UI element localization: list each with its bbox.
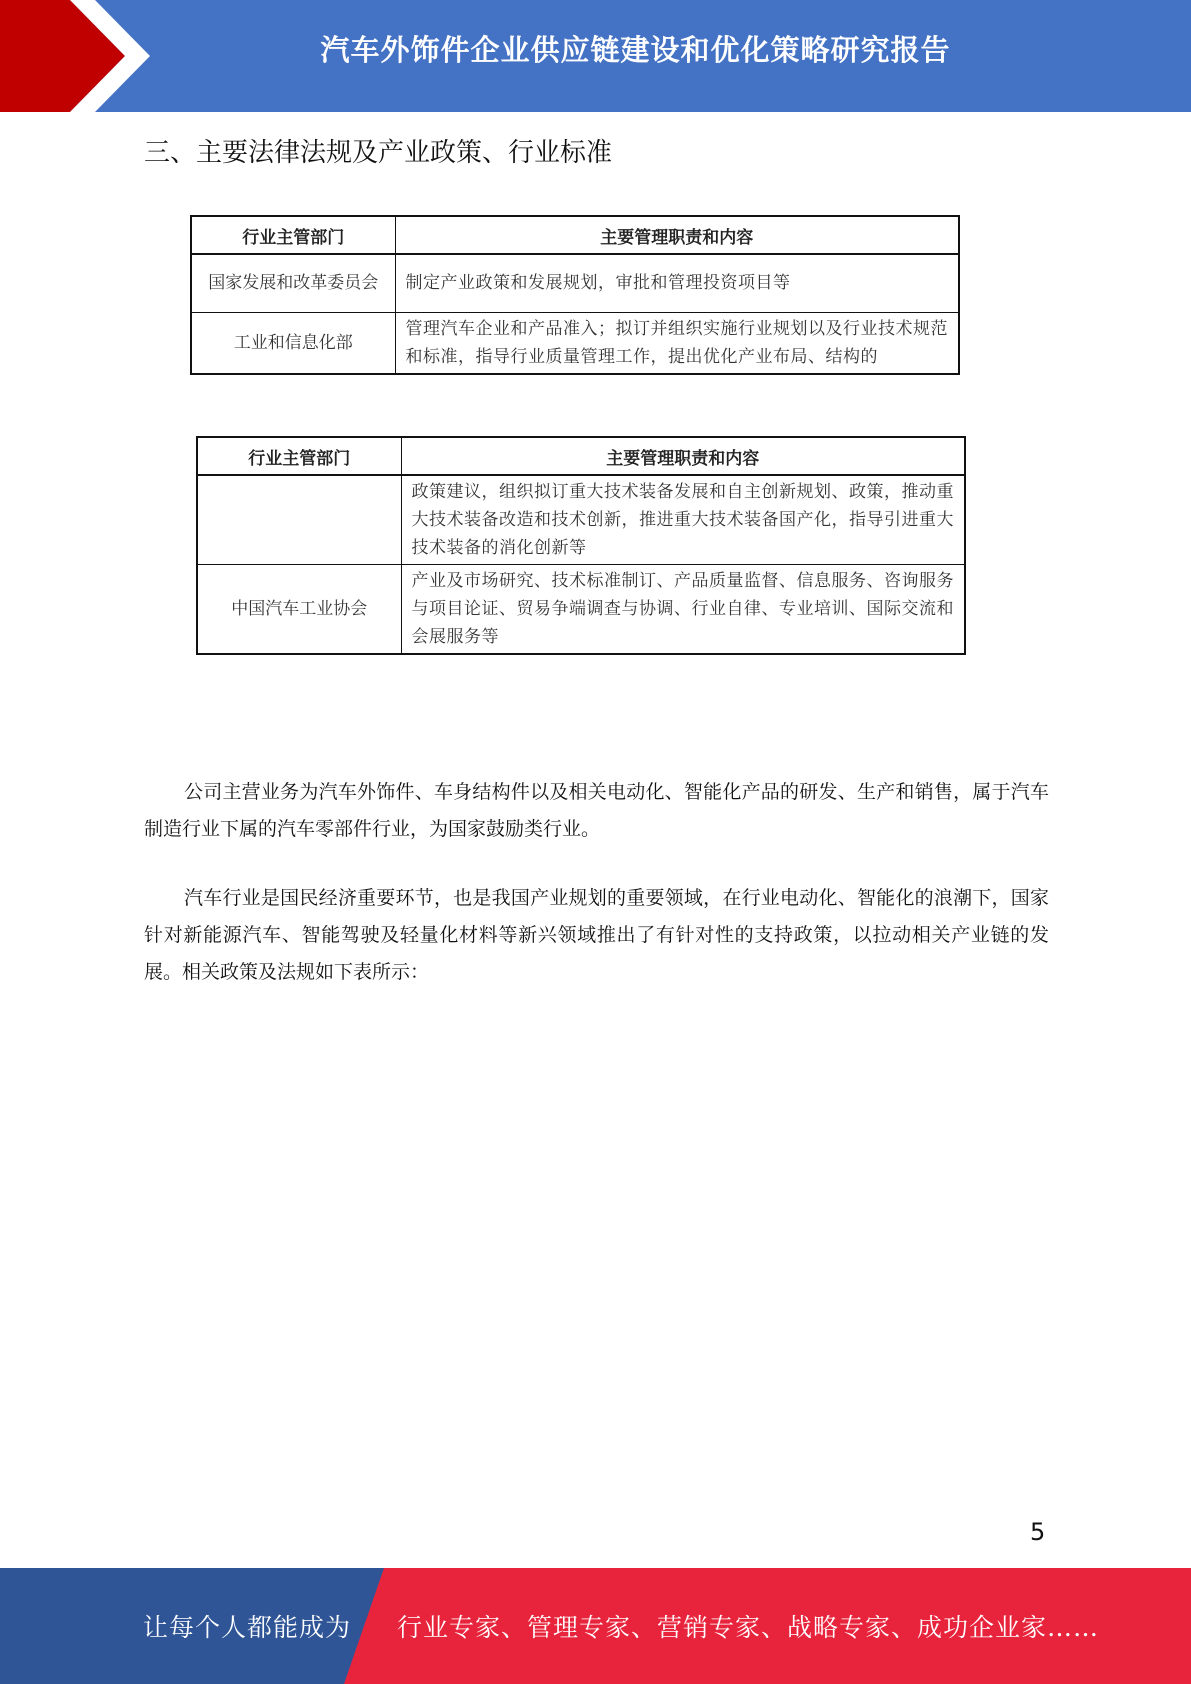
report-title: 汽车外饰件企业供应链建设和优化策略研究报告 [320,33,951,67]
table-row [191,312,959,374]
page-footer [0,1568,1191,1684]
body-paragraph: 公司主营业务为汽车外饰件、车身结构件以及相关电动化、智能化产品的研发、生产和销售，属于汽车制造行业下属的汽车零部件行业，为国家鼓励类行业。 [144,781,1049,840]
page-header [0,0,1191,112]
table-row [197,475,965,565]
column-header-duties: 主要管理职责和内容 [395,216,959,254]
section-heading: 三、主要法律法规及产业政策、行业标准 [144,138,613,168]
table-header-row [197,437,965,475]
department-cell [197,475,401,565]
table-header-row [191,216,959,254]
header-chevron-icon [0,0,160,112]
column-header-department: 行业主管部门 [191,216,395,254]
page-number: 5 [1030,1518,1046,1546]
table-row [191,254,959,312]
regulator-table-2 [196,436,966,655]
regulator-table-1 [190,215,960,375]
column-header-duties: 主要管理职责和内容 [401,437,965,475]
footer-slogan-left: 让每个人都能成为 [143,1613,352,1642]
duty-cell: 政策建议，组织拟订重大技术装备发展和自主创新规划、政策，推动重大技术装备改造和技术创新，推进重大技术装备国产化，指导引进重大技术装备的消化创新等 [401,475,965,565]
duty-cell: 产业及市场研究、技术标准制订、产品质量监督、信息服务、咨询服务与项目论证、贸易争端调查与协调、行业自律、专业培训、国际交流和会展服务等 [401,565,965,655]
department-cell: 中国汽车工业协会 [197,565,401,655]
table-row [197,565,965,655]
department-cell: 工业和信息化部 [191,312,395,374]
body-paragraph: 汽车行业是国民经济重要环节，也是我国产业规划的重要领域，在行业电动化、智能化的浪潮下，国家针对新能源汽车、智能驾驶及轻量化材料等新兴领域推出了有针对性的支持政策，以拉动相关产业链的发展。相关政策及法规如下表所示： [144,887,1049,983]
column-header-department: 行业主管部门 [197,437,401,475]
footer-slogan-right: 行业专家、管理专家、营销专家、战略专家、成功企业家…… [397,1613,1100,1642]
duty-cell: 制定产业政策和发展规划，审批和管理投资项目等 [395,254,959,312]
duty-cell: 管理汽车企业和产品准入；拟订并组织实施行业规划以及行业技术规范和标准，指导行业质量管理工作，提出优化产业布局、结构的 [395,312,959,374]
department-cell: 国家发展和改革委员会 [191,254,395,312]
